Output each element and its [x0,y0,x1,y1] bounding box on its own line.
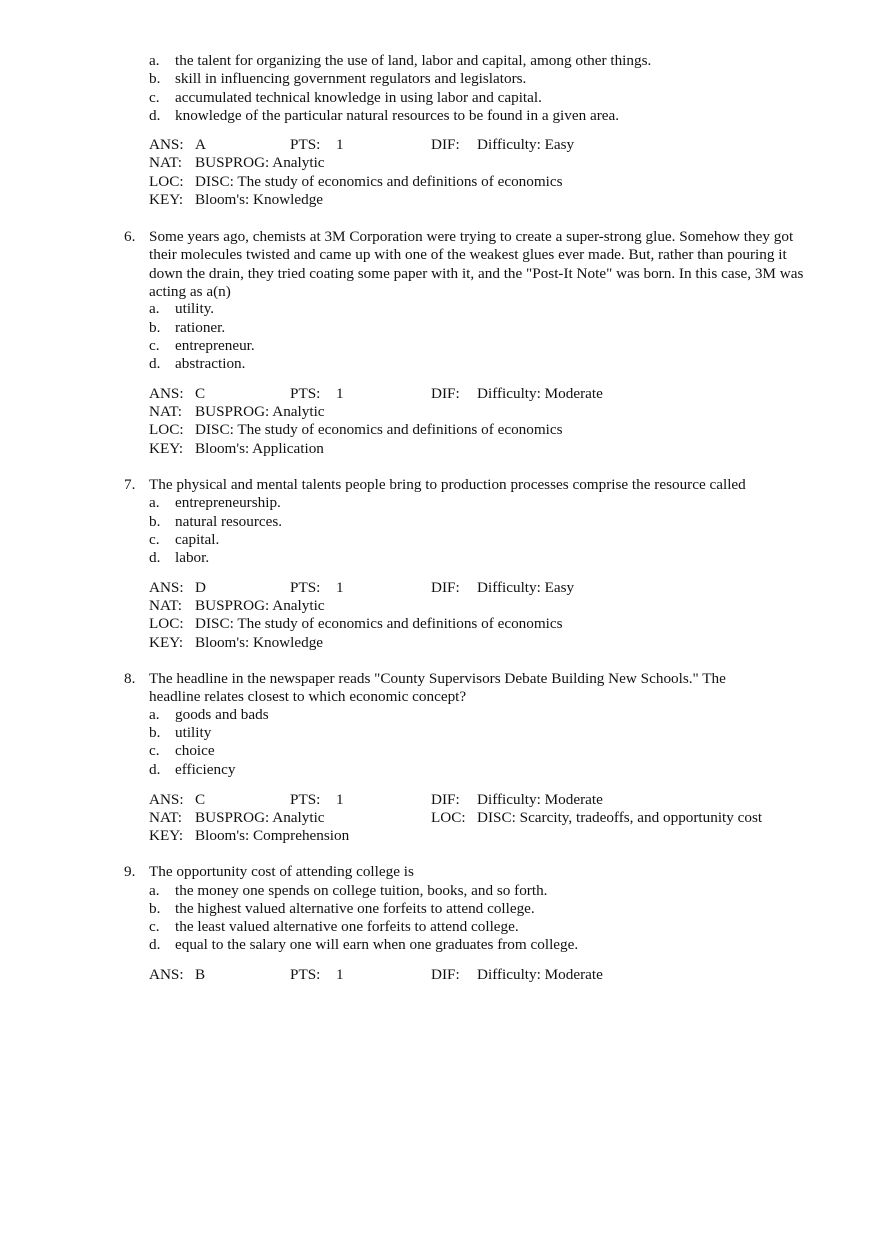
dif-value: Difficulty: Moderate [477,791,603,808]
option-text: utility [175,724,212,741]
nat-value: BUSPROG: Analytic [195,403,325,420]
option-letter: a. [149,706,160,723]
loc-value: DISC: The study of economics and definitions of economics [195,173,563,190]
question-number: 8. [124,670,136,687]
nat-value: BUSPROG: Analytic [195,597,325,614]
option-letter: c. [149,918,160,935]
option-text: knowledge of the particular natural resources to be found in a given area. [175,107,620,124]
ans-label: ANS: [149,385,184,402]
nat-label: NAT: [149,597,182,614]
pts-value: 1 [336,385,344,402]
option-letter: c. [149,89,160,106]
question-stem: The headline in the newspaper reads "County Supervisors Debate Building New Schools." The headline relates closest to which economic concept? [149,670,726,706]
dif-value: Difficulty: Easy [477,136,575,153]
dif-value: Difficulty: Easy [477,579,575,596]
option-letter: d. [149,355,161,372]
pts-value: 1 [336,579,344,596]
ans-value: A [195,136,206,153]
option-text: labor. [175,549,210,566]
option-text: choice [175,742,215,759]
ans-label: ANS: [149,136,184,153]
ans-value: B [195,966,206,983]
option-letter: a. [149,52,160,69]
nat-value: BUSPROG: Analytic [195,809,325,826]
key-label: KEY: [149,634,184,651]
option-text: the highest valued alternative one forfeits to attend college. [175,900,535,917]
dif-label: DIF: [431,579,460,596]
pts-value: 1 [336,966,344,983]
loc-label: LOC: [149,615,184,632]
dif-label: DIF: [431,791,460,808]
loc-value: DISC: The study of economics and definitions of economics [195,615,563,632]
key-value: Bloom's: Comprehension [195,827,350,844]
loc-label: LOC: [149,421,184,438]
pts-label: PTS: [290,579,321,596]
option-letter: a. [149,300,160,317]
question-stem: The physical and mental talents people bring to production processes comprise the resource called [149,476,746,493]
option-letter: b. [149,900,161,917]
option-letter: c. [149,531,160,548]
question-number: 6. [124,228,136,245]
option-letter: d. [149,549,161,566]
pts-value: 1 [336,791,344,808]
loc-label: LOC: [149,173,184,190]
ans-label: ANS: [149,791,184,808]
option-text: capital. [175,531,220,548]
nat-label: NAT: [149,809,182,826]
option-text: rationer. [175,319,226,336]
key-value: Bloom's: Knowledge [195,191,324,208]
key-label: KEY: [149,191,184,208]
option-letter: b. [149,319,161,336]
option-letter: b. [149,513,161,530]
option-text: skill in influencing government regulators and legislators. [175,70,527,87]
nat-label: NAT: [149,154,182,171]
option-text: the money one spends on college tuition, books, and so forth. [175,882,548,899]
ans-label: ANS: [149,966,184,983]
option-text: utility. [175,300,215,317]
question-stem: The opportunity cost of attending college is [149,863,414,880]
nat-label: NAT: [149,403,182,420]
dif-label: DIF: [431,136,460,153]
pts-label: PTS: [290,385,321,402]
pts-label: PTS: [290,136,321,153]
option-text: abstraction. [175,355,246,372]
key-value: Bloom's: Application [195,440,324,457]
option-text: the least valued alternative one forfeits to attend college. [175,918,519,935]
option-text: efficiency [175,761,236,778]
option-text: accumulated technical knowledge in using labor and capital. [175,89,542,106]
option-letter: d. [149,107,161,124]
option-letter: a. [149,882,160,899]
pts-label: PTS: [290,966,321,983]
question-stem: Some years ago, chemists at 3M Corporation were trying to create a super-strong glue. Somehow they got their molecules twisted and came up with one of the weakest glues ever made. But, rather than pouring it down the drain, they tried coating some paper with it, and the "Post-It Note" was born. In this case, 3M was acting as a(n) [149,228,804,300]
key-value: Bloom's: Knowledge [195,634,324,651]
pts-label: PTS: [290,791,321,808]
option-letter: b. [149,724,161,741]
option-letter: c. [149,742,160,759]
dif-label: DIF: [431,966,460,983]
question-number: 7. [124,476,136,493]
option-text: goods and bads [175,706,269,723]
key-label: KEY: [149,440,184,457]
ans-value: D [195,579,206,596]
loc-value: DISC: Scarcity, tradeoffs, and opportunity cost [477,809,763,826]
loc-label: LOC: [431,809,466,826]
pts-value: 1 [336,136,344,153]
loc-value: DISC: The study of economics and definitions of economics [195,421,563,438]
option-text: the talent for organizing the use of land, labor and capital, among other things. [175,52,652,69]
option-letter: a. [149,494,160,511]
option-text: entrepreneurship. [175,494,281,511]
option-letter: d. [149,761,161,778]
nat-value: BUSPROG: Analytic [195,154,325,171]
option-text: equal to the salary one will earn when one graduates from college. [175,936,579,953]
ans-value: C [195,385,206,402]
ans-value: C [195,791,206,808]
ans-label: ANS: [149,579,184,596]
dif-label: DIF: [431,385,460,402]
dif-value: Difficulty: Moderate [477,966,603,983]
option-text: natural resources. [175,513,283,530]
option-letter: b. [149,70,161,87]
option-text: entrepreneur. [175,337,255,354]
option-letter: d. [149,936,161,953]
option-letter: c. [149,337,160,354]
key-label: KEY: [149,827,184,844]
dif-value: Difficulty: Moderate [477,385,603,402]
question-number: 9. [124,863,136,880]
